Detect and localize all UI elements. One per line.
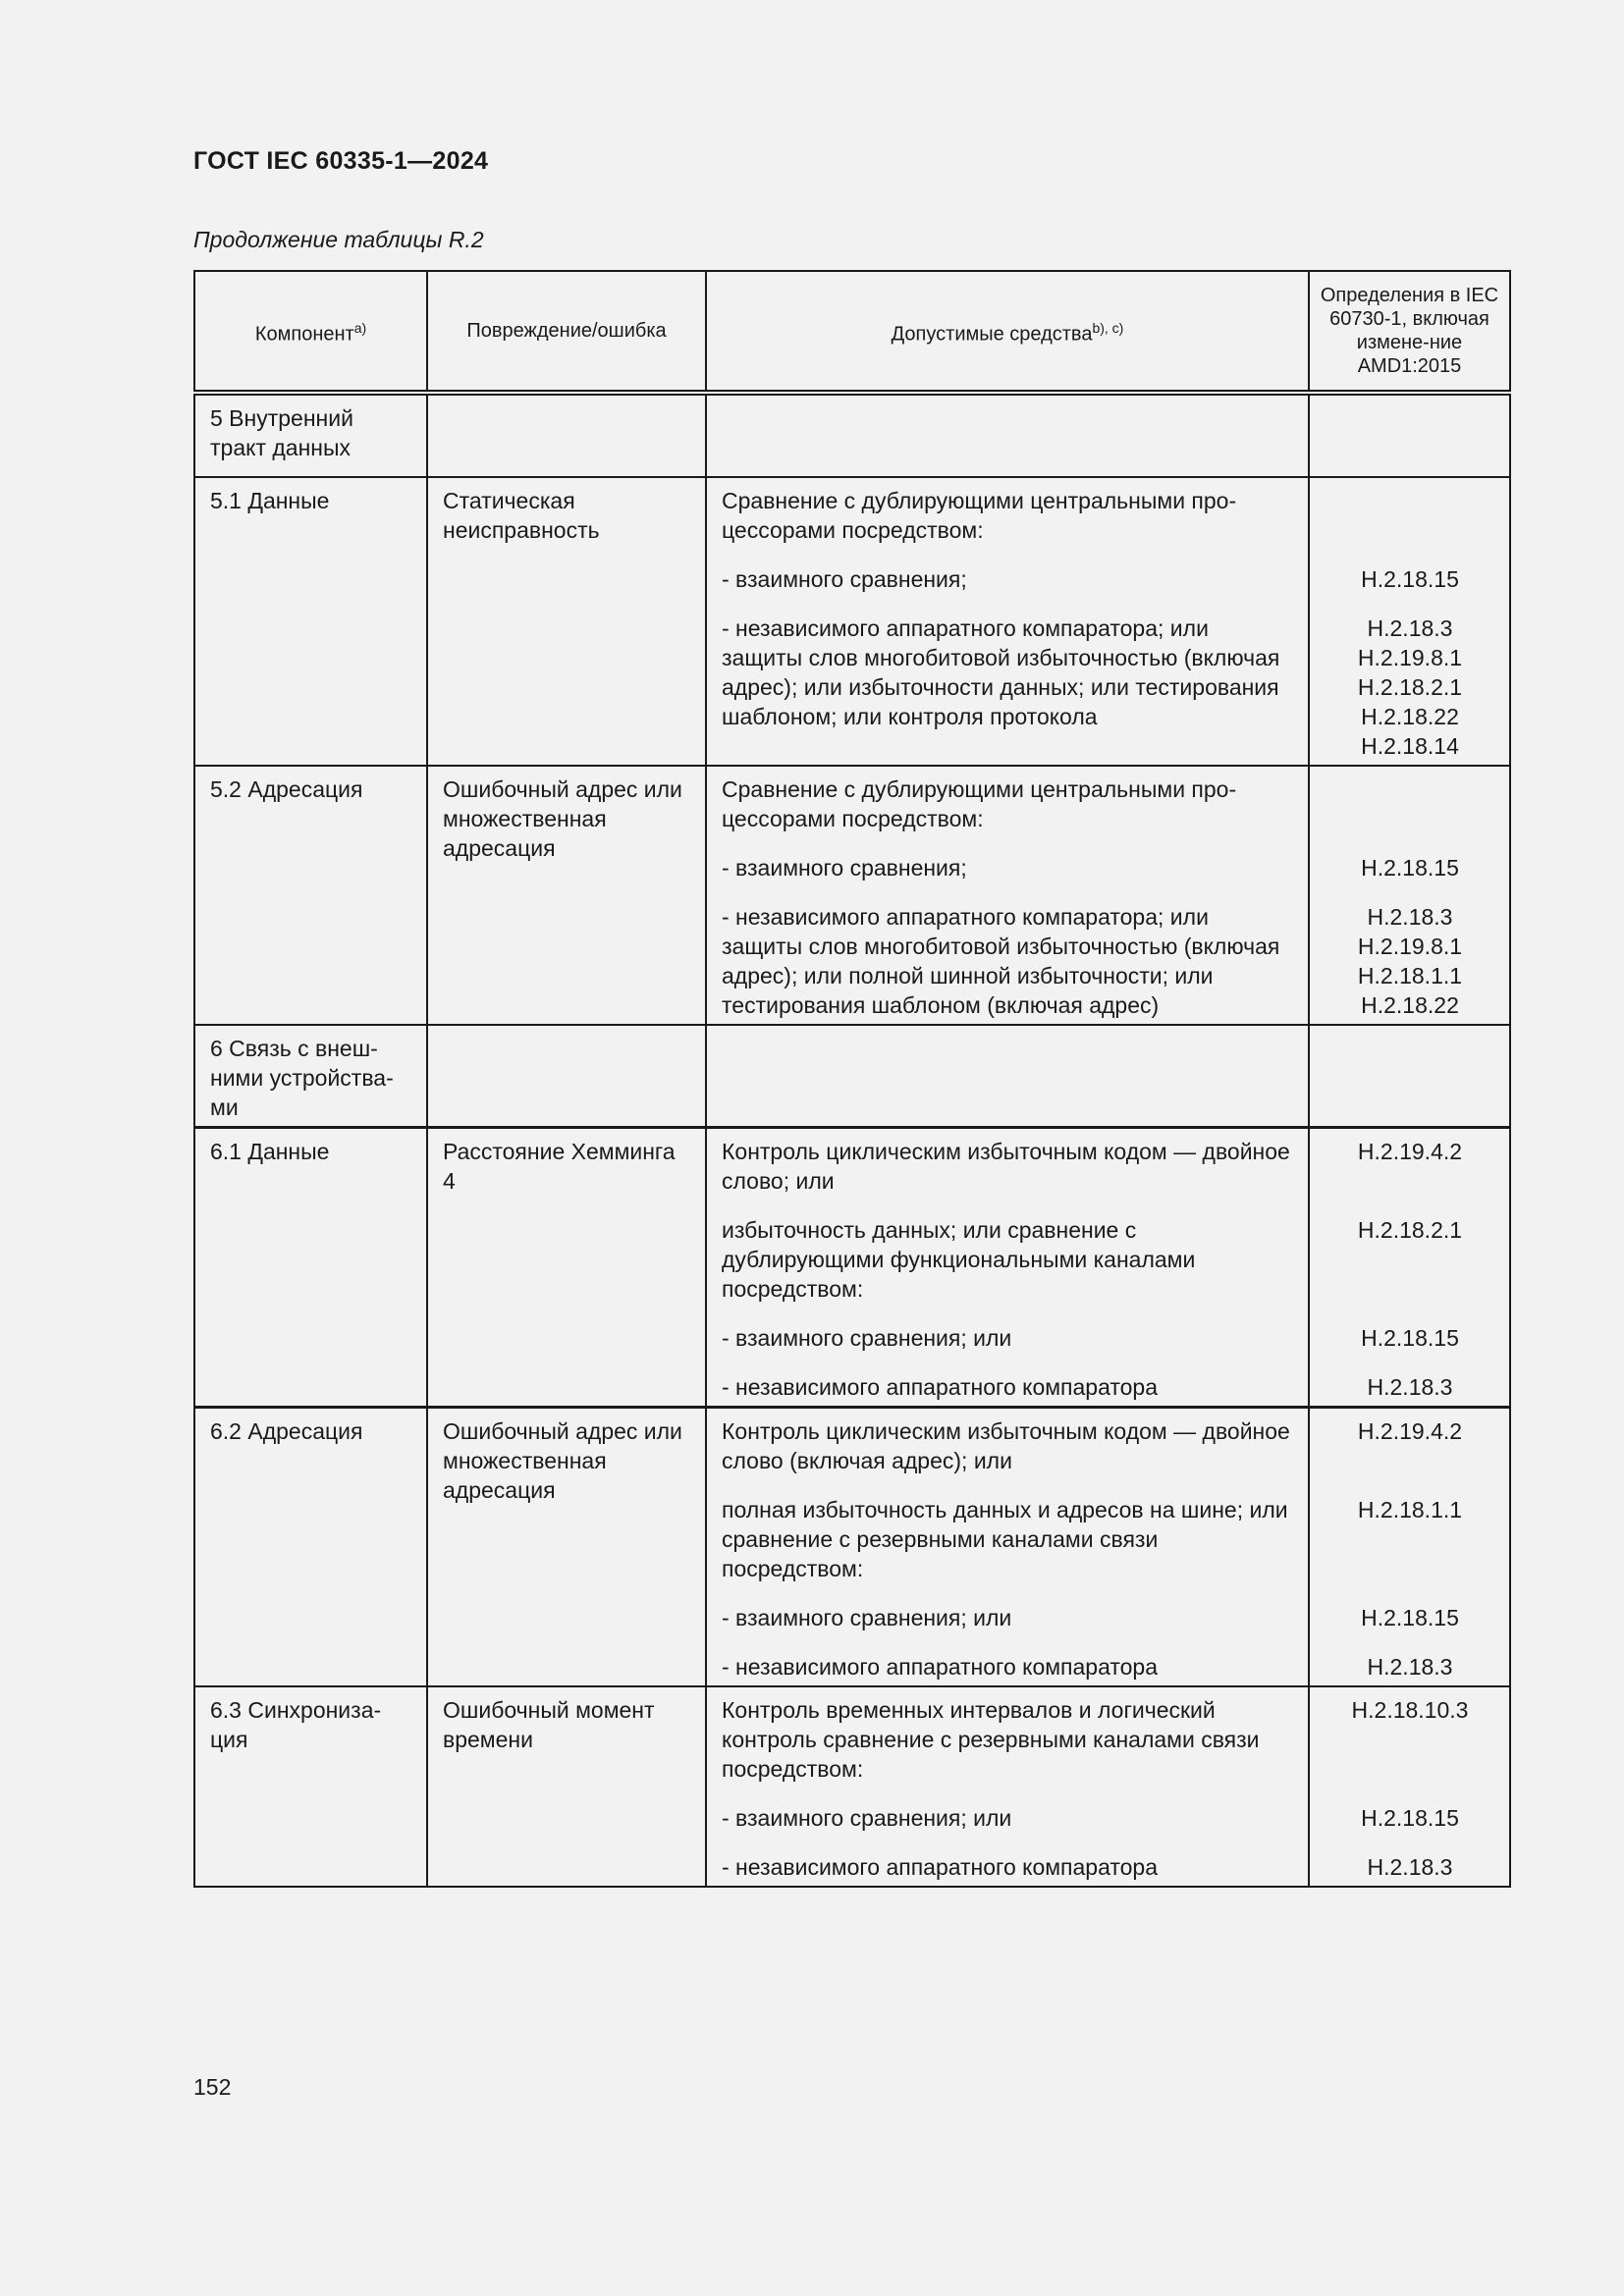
definition-ref: H.2.18.3 bbox=[1367, 1854, 1453, 1880]
cell-component: 6.2 Адресация bbox=[194, 1408, 427, 1687]
definition-ref: H.2.18.3 bbox=[1367, 1654, 1453, 1680]
definition-ref: H.2.18.15 bbox=[1361, 855, 1459, 881]
definition-group bbox=[1325, 1495, 1495, 1583]
definition-group bbox=[1325, 1652, 1495, 1682]
definition-group bbox=[1325, 902, 1495, 1020]
table-header bbox=[194, 271, 1510, 393]
page-number: 152 bbox=[193, 2074, 232, 2100]
cell-measures bbox=[706, 393, 1309, 477]
measure-item: - взаимного сравнения; или bbox=[722, 1325, 1012, 1351]
cell-fault: Ошибочный момент времени bbox=[427, 1686, 706, 1887]
header-definitions: Определения в IEC 60730-1, включая измене-ние AMD1:2015 bbox=[1309, 271, 1510, 393]
cell-definitions bbox=[1309, 1025, 1510, 1128]
definition-group bbox=[1325, 1416, 1495, 1475]
definition-ref: H.2.18.22 bbox=[1361, 704, 1459, 729]
definition-group bbox=[1325, 1137, 1495, 1196]
definition-ref: H.2.18.15 bbox=[1361, 1325, 1459, 1351]
measure-item: - взаимного сравнения; bbox=[722, 855, 967, 881]
cell-measures bbox=[706, 1408, 1309, 1687]
header-measures: Допустимые средства$^{b), c)}$ bbox=[706, 271, 1309, 393]
requirements-table bbox=[193, 270, 1511, 1888]
cell-definitions bbox=[1309, 1408, 1510, 1687]
table-row bbox=[194, 1686, 1510, 1887]
cell-component: 6.1 Данные bbox=[194, 1128, 427, 1408]
measure-item: - взаимного сравнения; bbox=[722, 566, 967, 592]
definition-ref: H.2.19.8.1 bbox=[1357, 645, 1463, 670]
definition-group bbox=[1325, 1372, 1495, 1402]
measure-item: - независимого аппаратного компаратора bbox=[722, 1854, 1159, 1880]
definition-ref: H.2.18.1.1 bbox=[1357, 1497, 1463, 1522]
definition-ref: H.2.18.3 bbox=[1367, 1374, 1453, 1400]
definition-ref: H.2.18.15 bbox=[1361, 1605, 1459, 1630]
definition-group bbox=[1325, 1323, 1495, 1353]
header-row bbox=[194, 271, 1510, 393]
measure-item: - взаимного сравнения; или bbox=[722, 1805, 1012, 1831]
definition-ref: H.2.18.2.1 bbox=[1357, 674, 1463, 700]
definition-group bbox=[1325, 1215, 1495, 1304]
cell-fault: Статическая неисправность bbox=[427, 477, 706, 766]
measure-item: - независимого аппаратного компаратора; или защиты слов многобитовой избыточностью (включая адрес); или полной шинной избыточности; или тестирования шаблоном (включая адрес) bbox=[722, 904, 1280, 1018]
measure-item: Контроль циклическим избыточным кодом — двойное слово (включая адрес); или bbox=[722, 1418, 1290, 1473]
measure-item: Сравнение с дублирующими центральными про-цессорами посредством: bbox=[722, 776, 1237, 831]
definition-ref: H.2.19.4.2 bbox=[1357, 1418, 1463, 1444]
cell-component: 6 Связь с внеш-ними устройства-ми bbox=[194, 1025, 427, 1128]
definition-ref: H.2.18.3 bbox=[1367, 615, 1453, 641]
header-fault: Повреждение/ошибка bbox=[427, 271, 706, 393]
cell-fault bbox=[427, 393, 706, 477]
measure-item: - взаимного сравнения; или bbox=[722, 1605, 1012, 1630]
measure-item: Контроль временных интервалов и логический контроль сравнение с резервными каналами связи посредством: bbox=[722, 1697, 1260, 1782]
definition-group bbox=[1325, 774, 1495, 833]
definition-ref: H.2.18.22 bbox=[1361, 992, 1459, 1018]
table-row bbox=[194, 393, 1510, 477]
definition-ref: H.2.18.2.1 bbox=[1357, 1217, 1463, 1243]
cell-component: 6.3 Синхрониза-ция bbox=[194, 1686, 427, 1887]
definition-ref: H.2.18.3 bbox=[1367, 904, 1453, 930]
definition-ref: H.2.19.8.1 bbox=[1357, 934, 1463, 959]
measure-item: Контроль циклическим избыточным кодом — двойное слово; или bbox=[722, 1139, 1290, 1194]
definition-ref: H.2.19.4.2 bbox=[1357, 1139, 1463, 1164]
document-header: ГОСТ IEC 60335-1—2024 bbox=[193, 147, 489, 175]
cell-component: 5.1 Данные bbox=[194, 477, 427, 766]
measure-item: - независимого аппаратного компаратора; или защиты слов многобитовой избыточностью (включая адрес); или избыточности данных; или тестирования шаблоном; или контроля протокола bbox=[722, 615, 1280, 729]
cell-definitions bbox=[1309, 1686, 1510, 1887]
definition-group bbox=[1325, 1695, 1495, 1784]
cell-definitions bbox=[1309, 477, 1510, 766]
table-row bbox=[194, 1025, 1510, 1128]
definition-group bbox=[1325, 1603, 1495, 1632]
measure-item: полная избыточность данных и адресов на шине; или сравнение с резервными каналами связи посредством: bbox=[722, 1497, 1288, 1581]
header-component: Компонент$^{a)}$ bbox=[194, 271, 427, 393]
definition-group bbox=[1325, 853, 1495, 882]
cell-definitions bbox=[1309, 766, 1510, 1025]
table-row bbox=[194, 1128, 1510, 1408]
table-row bbox=[194, 477, 1510, 766]
cell-definitions bbox=[1309, 393, 1510, 477]
cell-fault bbox=[427, 1025, 706, 1128]
measure-item: - независимого аппаратного компаратора bbox=[722, 1374, 1159, 1400]
cell-measures bbox=[706, 766, 1309, 1025]
definition-group bbox=[1325, 1803, 1495, 1833]
cell-measures bbox=[706, 1128, 1309, 1408]
cell-fault: Ошибочный адрес или множественная адресация bbox=[427, 1408, 706, 1687]
definition-group bbox=[1325, 1852, 1495, 1882]
definition-ref: H.2.18.1.1 bbox=[1357, 963, 1463, 988]
cell-component: 5.2 Адресация bbox=[194, 766, 427, 1025]
definition-group bbox=[1325, 564, 1495, 594]
cell-definitions bbox=[1309, 1128, 1510, 1408]
cell-fault: Расстояние Хемминга 4 bbox=[427, 1128, 706, 1408]
measure-item: Сравнение с дублирующими центральными про-цессорами посредством: bbox=[722, 488, 1237, 543]
table-row bbox=[194, 1408, 1510, 1687]
definition-group bbox=[1325, 486, 1495, 545]
measure-item: - независимого аппаратного компаратора bbox=[722, 1654, 1159, 1680]
definition-ref: H.2.18.10.3 bbox=[1351, 1697, 1469, 1723]
cell-component: 5 Внутренний тракт данных bbox=[194, 393, 427, 477]
table-body bbox=[194, 393, 1510, 1887]
cell-measures bbox=[706, 1025, 1309, 1128]
cell-measures bbox=[706, 477, 1309, 766]
definition-group bbox=[1325, 614, 1495, 761]
cell-fault: Ошибочный адрес или множественная адресация bbox=[427, 766, 706, 1025]
definition-ref: H.2.18.15 bbox=[1361, 1805, 1459, 1831]
table-caption: Продолжение таблицы R.2 bbox=[193, 227, 484, 252]
cell-measures bbox=[706, 1686, 1309, 1887]
definition-ref: H.2.18.15 bbox=[1361, 566, 1459, 592]
measure-item: избыточность данных; или сравнение с дублирующими функциональными каналами посредством: bbox=[722, 1217, 1196, 1302]
definition-ref: H.2.18.14 bbox=[1361, 733, 1459, 759]
table-row bbox=[194, 766, 1510, 1025]
